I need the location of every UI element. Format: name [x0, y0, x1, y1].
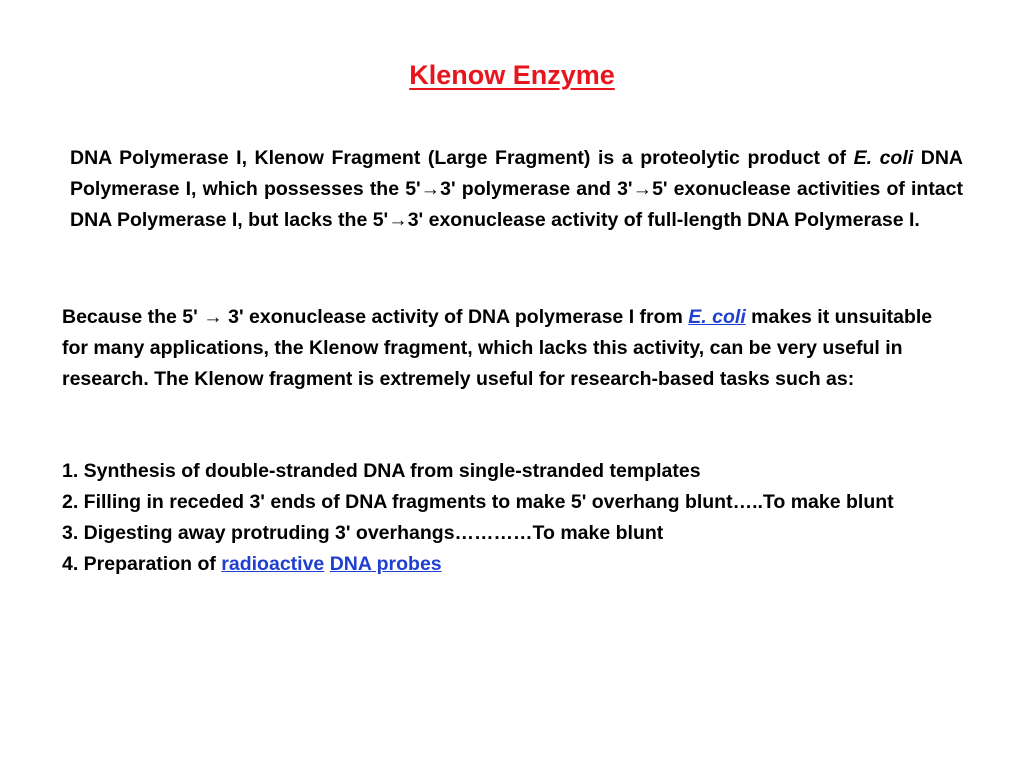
slide-title-text: Klenow Enzyme: [409, 60, 615, 90]
list-item: [62, 549, 962, 580]
definition-text-end: DNA Polymerase I, which possesses the 5'→3' polymerase and 3'→5' exonuclease activities of intact DNA Polymerase I, but lacks the 5'→3' exonuclease activity of full-length DNA Polymerase I.: [70, 147, 963, 231]
slide-title: [0, 60, 1024, 91]
list-item: 3. Digesting away protruding 3' overhangs…………To make blunt: [62, 522, 664, 544]
list-item: 2. Filling in receded 3' ends of DNA fragments to make 5' overhang blunt…..To make blunt: [62, 491, 894, 513]
list-item: 1. Synthesis of double-stranded DNA from single-stranded templates: [62, 460, 701, 482]
applications-list: [62, 456, 962, 580]
list-item-prefix: 4. Preparation of: [62, 553, 222, 575]
usefulness-paragraph: [62, 302, 962, 395]
definition-italic-ecoli: E. coli: [853, 147, 914, 169]
klenow-definition-paragraph: [70, 143, 963, 236]
usefulness-text-start: Because the 5' → 3' exonuclease activity of DNA polymerase I from: [62, 306, 689, 328]
dna-probes-link[interactable]: DNA probes: [329, 553, 442, 575]
definition-text-start: DNA Polymerase I, Klenow Fragment (Large Fragment) is a proteolytic product of: [70, 147, 854, 169]
usefulness-text-end: makes it unsuitable for many applications, the Klenow fragment, which lacks this activity, can be very useful in research. The Klenow fragment is extremely useful for research-based tasks such as:: [62, 306, 933, 390]
radioactive-link[interactable]: radioactive: [221, 553, 325, 575]
ecoli-link[interactable]: E. coli: [688, 306, 746, 328]
